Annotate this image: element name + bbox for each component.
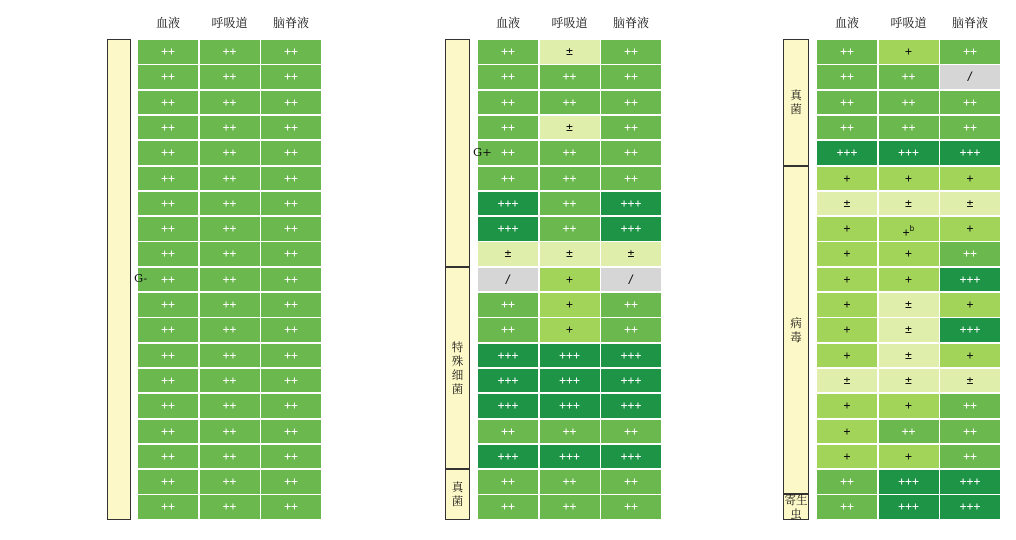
- heatmap-cell: ++: [478, 40, 538, 64]
- heatmap-cell: ±: [879, 318, 939, 342]
- heatmap-cell: ++: [261, 116, 321, 140]
- group-label: 病 毒: [790, 315, 802, 344]
- heatmap-cell: +: [817, 445, 877, 469]
- heatmap-cell: ++: [261, 217, 321, 241]
- group-label: 真 菌: [790, 88, 802, 117]
- heatmap-cell: ±: [879, 369, 939, 393]
- group-label: G+: [473, 144, 492, 159]
- heatmap-cell: ++: [478, 91, 538, 115]
- heatmap-cell: +: [817, 242, 877, 266]
- column-header: 脑脊液: [951, 16, 988, 30]
- heatmap-cell: ++: [261, 420, 321, 444]
- heatmap-cell: +: [879, 40, 939, 64]
- heatmap-cell: ++: [200, 344, 260, 368]
- heatmap-cell: ++: [601, 293, 661, 317]
- heatmap-cell: +++: [940, 470, 1000, 494]
- heatmap-cell: ++: [138, 318, 198, 342]
- heatmap-cell: ++: [940, 40, 1000, 64]
- heatmap-cell: ++: [940, 420, 1000, 444]
- heatmap-cell: +++: [940, 495, 1000, 519]
- heatmap-cell: /: [478, 268, 538, 292]
- heatmap-cell: ++: [200, 445, 260, 469]
- column-header: 脑脊液: [612, 16, 649, 30]
- heatmap-cell: ++: [261, 268, 321, 292]
- heatmap-cell: ±: [540, 242, 600, 266]
- heatmap-cell: ++: [200, 318, 260, 342]
- heatmap-cell: ++: [940, 394, 1000, 418]
- heatmap-cell: ++: [261, 318, 321, 342]
- heatmap-cell: +: [817, 344, 877, 368]
- column-header: 血液: [495, 16, 520, 30]
- heatmap-cell: +: [817, 167, 877, 191]
- heatmap-cell: +++: [817, 141, 877, 165]
- heatmap-cell: ++: [540, 217, 600, 241]
- heatmap-cell: ++: [817, 470, 877, 494]
- heatmap-cell: +++: [601, 369, 661, 393]
- heatmap-cell: ++: [478, 420, 538, 444]
- heatmap-cell: ++: [261, 141, 321, 165]
- heatmap-cell: +: [817, 268, 877, 292]
- column-header: 血液: [155, 16, 180, 30]
- heatmap-cell: ++: [200, 192, 260, 216]
- heatmap-cell: ++: [478, 116, 538, 140]
- heatmap-cell: +: [817, 318, 877, 342]
- heatmap-cell: +++: [540, 445, 600, 469]
- heatmap-cell: ++: [200, 470, 260, 494]
- heatmap-cell: +++: [601, 445, 661, 469]
- heatmap-cell: ++: [601, 167, 661, 191]
- heatmap-cell: +: [817, 394, 877, 418]
- heatmap-cell: /: [940, 65, 1000, 89]
- heatmap-cell: +++: [879, 470, 939, 494]
- heatmap-cell: ++: [200, 65, 260, 89]
- heatmap-cell: +++: [879, 141, 939, 165]
- heatmap-cell: ++: [200, 420, 260, 444]
- heatmap-cell: +++: [879, 495, 939, 519]
- heatmap-cell: +: [540, 268, 600, 292]
- heatmap-cell: ++: [261, 369, 321, 393]
- heatmap-cell: ++: [138, 242, 198, 266]
- heatmap-cell: ++: [200, 293, 260, 317]
- heatmap-cell: ++: [817, 65, 877, 89]
- heatmap-cell: +++: [601, 217, 661, 241]
- heatmap-cell: ++: [261, 242, 321, 266]
- heatmap-cell: +$^b$: [879, 217, 939, 241]
- heatmap-cell: +++: [601, 344, 661, 368]
- heatmap-cell: ±: [940, 369, 1000, 393]
- heatmap-cell: ++: [601, 116, 661, 140]
- heatmap-cell: +: [540, 318, 600, 342]
- heatmap-cell: ++: [478, 293, 538, 317]
- heatmap-cell: ++: [200, 242, 260, 266]
- heatmap-cell: ++: [138, 65, 198, 89]
- heatmap-cell: ++: [540, 192, 600, 216]
- heatmap-cell: +: [540, 293, 600, 317]
- heatmap-cell: ±: [940, 192, 1000, 216]
- group-label: G-: [134, 271, 148, 286]
- heatmap-cell: ++: [817, 495, 877, 519]
- group-label: 特 殊 细 菌: [451, 339, 464, 396]
- heatmap-cell: ++: [879, 65, 939, 89]
- heatmap-cell: ±: [817, 369, 877, 393]
- heatmap-cell: +++: [478, 217, 538, 241]
- heatmap-cell: /: [601, 268, 661, 292]
- heatmap-cell: ++: [478, 470, 538, 494]
- heatmap-cell: ++: [540, 65, 600, 89]
- heatmap-cell: +: [879, 268, 939, 292]
- column-header: 血液: [834, 16, 859, 30]
- heatmap-cell: ++: [478, 318, 538, 342]
- heatmap-cell: ±: [540, 40, 600, 64]
- heatmap-cell: ++: [601, 318, 661, 342]
- heatmap-cell: ++: [138, 91, 198, 115]
- heatmap-cell: ++: [138, 495, 198, 519]
- heatmap-cell: +: [940, 344, 1000, 368]
- heatmap-cell: +++: [478, 369, 538, 393]
- column-header: 呼吸道: [890, 16, 927, 30]
- heatmap-cell: ++: [478, 495, 538, 519]
- heatmap-cell: ++: [138, 217, 198, 241]
- heatmap-cell: ++: [601, 420, 661, 444]
- heatmap-cell: ++: [261, 40, 321, 64]
- group-label: 寄生 虫: [784, 493, 808, 522]
- heatmap-cell: ±: [601, 242, 661, 266]
- column-header: 呼吸道: [211, 16, 248, 30]
- heatmap-cell: ++: [261, 394, 321, 418]
- heatmap-cell: +++: [478, 445, 538, 469]
- heatmap-cell: +++: [601, 394, 661, 418]
- heatmap-cell: +++: [940, 268, 1000, 292]
- heatmap-cell: ++: [138, 344, 198, 368]
- heatmap-cell: ++: [940, 91, 1000, 115]
- heatmap-cell: +: [940, 167, 1000, 191]
- heatmap-cell: ++: [940, 116, 1000, 140]
- heatmap-cell: ++: [200, 394, 260, 418]
- heatmap-cell: ±: [478, 242, 538, 266]
- heatmap-cell: ++: [138, 394, 198, 418]
- heatmap-cell: ++: [200, 369, 260, 393]
- heatmap-cell: +++: [940, 141, 1000, 165]
- heatmap-cell: ++: [540, 420, 600, 444]
- heatmap-cell: ++: [138, 369, 198, 393]
- heatmap-cell: ++: [138, 293, 198, 317]
- heatmap-cell: ++: [261, 91, 321, 115]
- heatmap-cell: ++: [817, 40, 877, 64]
- heatmap-cell: +: [817, 293, 877, 317]
- heatmap-cell: ±: [817, 192, 877, 216]
- heatmap-cell: ++: [940, 445, 1000, 469]
- heatmap-cell: ++: [200, 40, 260, 64]
- heatmap-cell: +++: [478, 192, 538, 216]
- heatmap-cell: ++: [879, 116, 939, 140]
- heatmap-cell: ±: [879, 344, 939, 368]
- heatmap-cell: ++: [601, 65, 661, 89]
- heatmap-cell: ++: [138, 116, 198, 140]
- heatmap-cell: ++: [138, 167, 198, 191]
- heatmap-cell: ++: [138, 40, 198, 64]
- heatmap-cell: +++: [540, 369, 600, 393]
- heatmap-cell: ++: [601, 470, 661, 494]
- heatmap-cell: ++: [200, 116, 260, 140]
- heatmap-cell: ±: [540, 116, 600, 140]
- heatmap-cell: ++: [261, 167, 321, 191]
- heatmap-cell: ++: [200, 217, 260, 241]
- heatmap-cell: ++: [138, 420, 198, 444]
- heatmap-cell: ++: [261, 344, 321, 368]
- heatmap-cell: +++: [601, 192, 661, 216]
- heatmap-cell: ++: [601, 495, 661, 519]
- group-bracket: [107, 39, 131, 520]
- heatmap-cell: ++: [540, 91, 600, 115]
- heatmap-cell: ++: [478, 141, 538, 165]
- footnote-marker: b: [909, 224, 915, 234]
- heatmap-cell: +: [817, 420, 877, 444]
- heatmap-cell: +++: [478, 394, 538, 418]
- heatmap-cell: +++: [478, 344, 538, 368]
- heatmap-cell: ++: [200, 495, 260, 519]
- heatmap-cell: ++: [879, 91, 939, 115]
- heatmap-cell: ++: [540, 470, 600, 494]
- heatmap-cell: ++: [138, 268, 198, 292]
- group-bracket: [445, 39, 470, 267]
- heatmap-cell: ++: [540, 495, 600, 519]
- heatmap-cell: ++: [540, 167, 600, 191]
- heatmap-cell: ++: [879, 420, 939, 444]
- heatmap-cell: ++: [478, 65, 538, 89]
- heatmap-cell: +++: [540, 344, 600, 368]
- heatmap-cell: +: [879, 167, 939, 191]
- column-header: 呼吸道: [551, 16, 588, 30]
- heatmap-cell: ++: [200, 167, 260, 191]
- heatmap-cell: ++: [138, 192, 198, 216]
- heatmap-cell: ±: [879, 293, 939, 317]
- heatmap-cell: +: [940, 217, 1000, 241]
- heatmap-cell: ++: [261, 495, 321, 519]
- heatmap-cell: +++: [540, 394, 600, 418]
- heatmap-cell: ++: [200, 141, 260, 165]
- heatmap-cell: ++: [261, 293, 321, 317]
- heatmap-cell: ++: [540, 141, 600, 165]
- heatmap-cell: ++: [261, 445, 321, 469]
- heatmap-cell: ++: [138, 445, 198, 469]
- heatmap-cell: ++: [601, 141, 661, 165]
- heatmap-cell: ++: [478, 167, 538, 191]
- heatmap-cell: +: [879, 445, 939, 469]
- heatmap-cell: +: [940, 293, 1000, 317]
- heatmap-cell: ++: [817, 116, 877, 140]
- heatmap-cell: ++: [200, 268, 260, 292]
- heatmap-cell: +: [879, 242, 939, 266]
- heatmap-cell: ++: [261, 192, 321, 216]
- heatmap-cell: +: [879, 394, 939, 418]
- heatmap-cell: ++: [138, 470, 198, 494]
- heatmap-cell: ++: [601, 91, 661, 115]
- column-header: 脑脊液: [272, 16, 309, 30]
- heatmap-cell: ±: [879, 192, 939, 216]
- heatmap-cell: ++: [200, 91, 260, 115]
- group-label: 真 菌: [451, 480, 464, 509]
- heatmap-cell: ++: [138, 141, 198, 165]
- heatmap-cell: +++: [940, 318, 1000, 342]
- heatmap-cell: ++: [261, 470, 321, 494]
- heatmap-cell: ++: [261, 65, 321, 89]
- heatmap-cell: ++: [817, 91, 877, 115]
- heatmap-cell: ++: [601, 40, 661, 64]
- heatmap-cell: ++: [940, 242, 1000, 266]
- heatmap-cell: +: [817, 217, 877, 241]
